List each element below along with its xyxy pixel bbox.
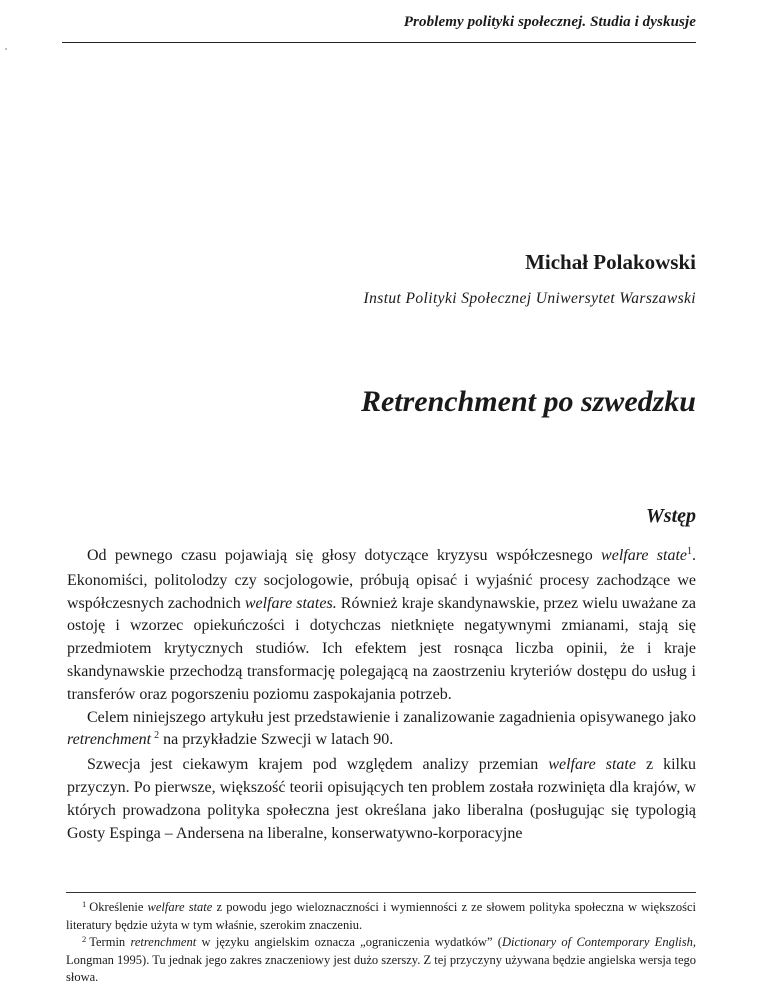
footnote-number: 1 [82, 899, 87, 909]
footnote-1 [66, 899, 696, 934]
italic-term: Dictionary of Contemporary English [501, 935, 693, 949]
italic-term: retrenchment [67, 731, 152, 749]
paragraph-1 [67, 545, 696, 707]
italic-term: welfare state [548, 756, 636, 774]
footnote-ref-2: 2 [154, 730, 160, 742]
footnote-ref-1: 1 [687, 546, 693, 557]
paragraph-3 [67, 754, 696, 845]
article-title: Retrenchment po szwedzku [360, 385, 696, 418]
body-text [67, 545, 696, 845]
text-run: Szwecja jest ciekawym krajem pod względem analizy przemian [87, 756, 549, 774]
paragraph-2 [67, 707, 696, 755]
italic-term: welfare state [147, 900, 213, 914]
italic-term: welfare state [601, 547, 688, 564]
footnote-2 [66, 934, 696, 986]
text-run: Termin [89, 935, 131, 949]
footnote-number: 2 [82, 934, 87, 944]
italic-term: welfare states. [244, 594, 337, 612]
text-run: na przykładzie Szwecji w latach 90. [159, 731, 394, 749]
section-heading: Wstęp [646, 505, 696, 527]
author-name: Michał Polakowski [525, 250, 696, 274]
footnotes [66, 899, 696, 986]
text-run: Określenie [89, 900, 148, 914]
text-run: z powodu jego wieloznaczności i wymienności z ze słowem polityka społeczna w większości literatury będzie użyta w tym właśnie, szerokim znaczeniu. [66, 900, 696, 932]
scan-speck [5, 48, 7, 50]
header-rule [62, 42, 696, 43]
text-run: . Ekonomiści, politolodzy czy socjologowie, próbują opisać i wyjaśnić procesy zachodzące we współczesnych zachodnich [67, 547, 697, 612]
text-run: z kilku przyczyn. Po pierwsze, większość teorii opisujących ten problem została rozwinięta dla krajów, w których prowadzona polityka społeczna jest określana jako liberalna (posługując się typologią Gosty Espinga – Andersena na liberalne, konserwatywno-korporacyjne [67, 756, 696, 842]
running-header: Problemy polityki społecznej. Studia i dyskusje [403, 14, 696, 30]
text-run: Od pewnego czasu pojawiają się głosy dotyczące kryzysu współczesnego [87, 547, 602, 564]
author-affiliation: Instut Polityki Społecznej Uniwersytet Warszawski [363, 290, 696, 307]
footnote-rule [66, 892, 696, 893]
italic-term: retrenchment [130, 935, 197, 949]
text-run: , Longman 1995). Tu jednak jego zakres znaczeniowy jest dużo szerszy. Z tej przyczyny używana będzie angielska wersja tego słowa. [66, 935, 696, 984]
text-run: Również kraje skandynawskie, przez wielu uważane za ostoję i wzorzec opiekuńczości i dotychczas nietknięte negatywnymi zmianami, stają się przedmiotem krytycznych studiów. Ich efektem jest rosnąca liczba opinii, że i kraje skandynawskie przechodzą transformację polegającą na zaostrzeniu kryteriów dostępu do usług i transferów oraz pogorszeniu poziomu zaspokajania potrzeb. [67, 594, 697, 703]
text-run: Celem niniejszego artykułu jest przedstawienie i zanalizowanie zagadnienia opisywanego jako [87, 708, 696, 726]
text-run: w języku angielskim oznacza „ograniczenia wydatków” ( [196, 935, 502, 949]
